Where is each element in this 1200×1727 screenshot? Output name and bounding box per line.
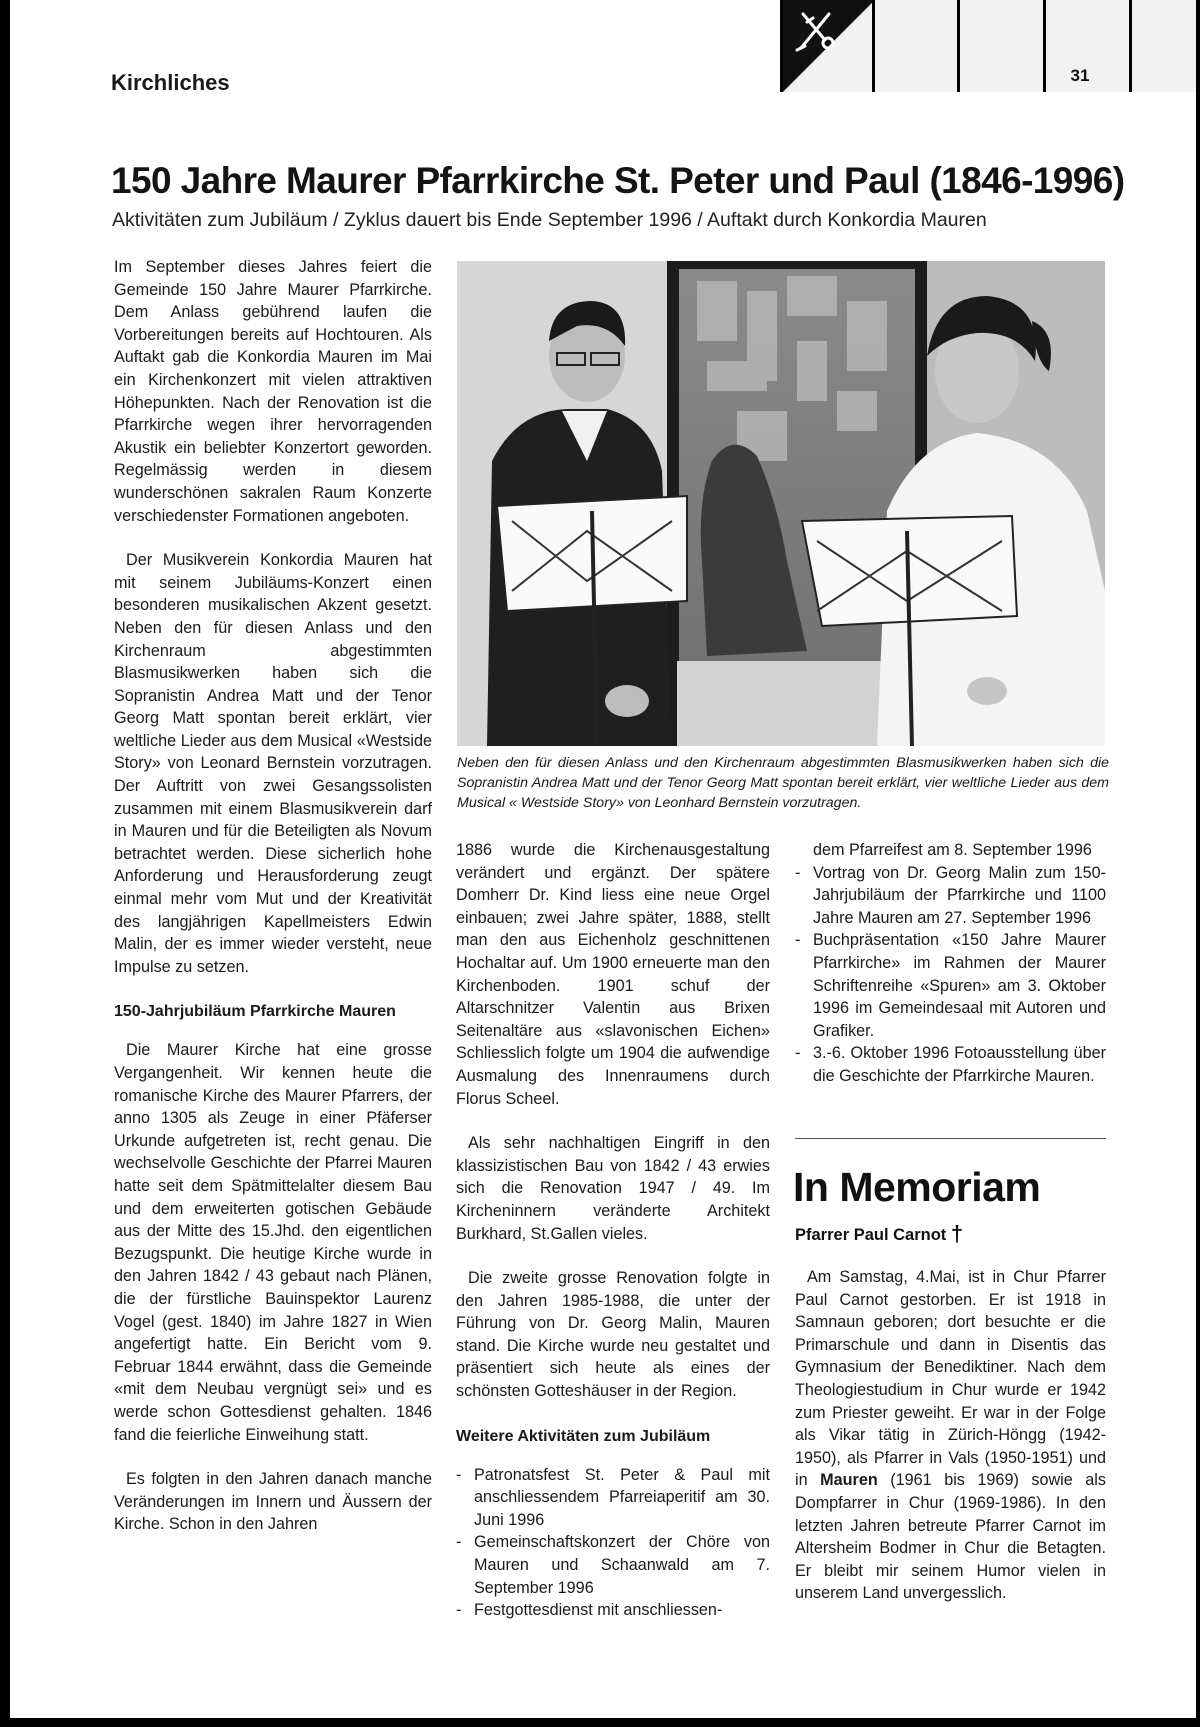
concert-photo	[457, 261, 1105, 746]
memoriam-text-bold: Mauren	[820, 1471, 878, 1490]
magazine-page	[10, 0, 1196, 1718]
article-column-3	[795, 839, 1106, 1088]
tab-5	[1132, 0, 1196, 92]
list-item-continuation: dem Pfarreifest am 8. September 1996	[813, 841, 1092, 859]
list-item: - 3.-6. Oktober 1996 Fotoausstellung über die Geschichte der Pfarrkirche Mauren.	[795, 1042, 1106, 1087]
list-item: - Patronatsfest St. Peter & Paul mit anschliessendem Pfarreiaperitif am 30. Juni 1996	[456, 1464, 770, 1532]
photo-caption: Neben den für diesen Anlass und den Kirchenraum abgestimmten Blasmusikwerken haben sich die Sopranistin Andrea Matt und der Tenor Georg Matt spontan bereit erklärt, vier weltliche Lieder aus dem Musical « Westside Story» von Leonhard Bernstein vorzutragen.	[457, 755, 1109, 811]
memoriam-text-part: (1961 bis 1969) sowie als Dompfarrer in Chur (1969-1986). In den letzten Jahren betreute Pfarrer Carnot im Altersheim Bodmer in Chur die Betagten. Er bleibt mir seinem Humor vielen in unserem Land unvergesslich.	[795, 1471, 1106, 1603]
memoriam-name: Pfarrer Paul Carnot	[795, 1226, 947, 1244]
article-title: 150 Jahre Maurer Pfarrkirche St. Peter und Paul (1846-1996)	[111, 160, 1125, 201]
paragraph: Im September dieses Jahres feiert die Gemeinde 150 Jahre Maurer Pfarrkirche. Dem Anlass gebührend laufen die Vorbereitungen bereits auf Hochtouren. Als Auftakt gab die Konkordia Mauren im Mai ein Kirchenkonzert mit vielen attraktiven Höhepunkten. Nach der Renovation ist die Pfarrkirche wegen ihrer hervorragenden Akustik ein beliebter Konzertort geworden. Regelmässig werden in diesem wunderschönen sakralen Raum Konzerte verschiedenster Formationen angeboten.	[114, 258, 432, 525]
paragraph: Es folgten in den Jahren danach manche Veränderungen im Innern und Äussern der Kirche. Schon in den Jahren	[114, 1470, 432, 1534]
section-heading: Weitere Aktivitäten zum Jubiläum	[456, 1427, 711, 1445]
page-number: 31	[1070, 66, 1090, 85]
memoriam-subtitle	[795, 1220, 963, 1246]
paragraph: Die Maurer Kirche hat eine grosse Vergangenheit. Wir kennen heute die romanische Kirche des Maurer Pfarrers, der anno 1305 als Zeuge in einer Pfäferser Urkunde aufgetreten ist, recht genau. Die wechselvolle Geschichte der Pfarrei Mauren hatte seit dem Spätmittelalter diesem Bau und dem erweiterten gotischen Gebäude aus der Mitte des 15.Jhd. den eigentlichen Bezugspunkt. Die heutige Kirche wurde in den Jahren 1842 / 43 gebaut nach Plänen, die der fürstliche Bauinspektor Laurenz Vogel (gest. 1840) im Jahre 1827 in Wien angefertigt hatte. Ein Bericht vom 9. Februar 1844 erwähnt, dass die Gemeinde «mit dem Neubau vergnügt sei» und es werde schon Gottesdienst gehalten. 1846 fand die feierliche Einweihung statt.	[114, 1041, 432, 1444]
section-label: Kirchliches	[111, 70, 230, 95]
memoriam-text	[795, 1266, 1106, 1605]
activity-list	[456, 1464, 770, 1622]
header-tab-strip	[780, 0, 1196, 92]
memoriam-title: In Memoriam	[793, 1164, 1041, 1210]
activity-list-continued	[795, 839, 1106, 1088]
list-item: - Festgottesdienst mit anschliessen-	[456, 1599, 770, 1622]
paragraph: Der Musikverein Konkordia Mauren hat mit seinem Jubiläums-Konzert einen besonderen musikalischen Akzent gesetzt. Neben den für diesen Anlass und den Kirchenraum abgestimmten Blasmusikwerken haben sich die Sopranistin Andrea Matt und der Tenor Georg Matt spontan bereit erklärt, vier weltliche Lieder aus dem Musical «Westside Story» von Leonard Bernstein vorzutragen. Der Auftritt von zwei Gesangssolisten zusammen mit einem Blasmusikverein darf in Mauren und für die Beteiligten als Novum betrachtet werden. Diese sicherlich hohe Anforderung und Herausforderung zeugt einmal mehr vom Mut und der Kreativität des langjährigen Kapellmeisters Edwin Malin, der es immer wieder versteht, neue Impulse zu setzen.	[114, 551, 432, 976]
list-item: - Vortrag von Dr. Georg Malin zum 150-Jahrjubiläum der Pfarrkirche und 1100 Jahre Mauren am 27. September 1996	[795, 862, 1106, 930]
cross-icon: †	[950, 1221, 964, 1246]
tab-3	[960, 0, 1046, 92]
list-item: - Buchpräsentation «150 Jahre Maurer Pfarrkirche» im Rahmen der Maurer Schriftenreihe «Spuren» am 3. Oktober 1996 im Gemeindesaal mit Autoren und Grafiker.	[795, 929, 1106, 1042]
paragraph: Die zweite grosse Renovation folgte in den Jahren 1985-1988, die unter der Führung von Dr. Georg Malin, Mauren stand. Die Kirche wurde neu gestaltet und präsentiert sich heute als eines der schönsten Gotteshäuser in der Region.	[456, 1269, 770, 1401]
article-subtitle: Aktivitäten zum Jubiläum / Zyklus dauert bis Ende September 1996 / Auftakt durch Konkordia Mauren	[112, 209, 987, 231]
divider	[795, 1138, 1106, 1139]
list-item: - Gemeinschaftskonzert der Chöre von Mauren und Schaanwald am 7. September 1996	[456, 1531, 770, 1599]
tab-2	[872, 0, 960, 92]
paragraph: 1886 wurde die Kirchenausgestaltung verändert und ergänzt. Der spätere Domherr Dr. Kind liess eine neue Orgel einbauen; zwei Jahre später, 1888, stellt man den aus Eichenholz geschnittenen Hochaltar auf. Um 1900 erneuerte man den Kirchenboden. 1901 schuf der Altarschnitzer Valentin aus Brixen Seitenaltäre aus «slavonischen Eichen» Schliesslich folgte um 1904 die aufwendige Ausmalung des Innenraumens durch Florus Scheel.	[456, 841, 770, 1108]
article-column-2	[456, 839, 770, 1622]
memoriam-text-part: Am Samstag, 4.Mai, ist in Chur Pfarrer Paul Carnot gestorben. Er ist 1918 in Samnaun geboren; dort besuchte er die Primarschule und dann in Disentis das Gymnasium der Benediktiner. Nach dem Theologiestudium in Chur wurde er 1942 zum Priester geweiht. Er war in der Folge als Vikar tätig in Zürich-Höngg (1942-1950), als Pfarrer in Vals (1950-1951) und in	[795, 1268, 1106, 1490]
emblem-tab	[780, 0, 872, 92]
paragraph: Als sehr nachhaltigen Eingriff in den klassizistischen Bau von 1842 / 43 erwies sich die Renovation 1947 / 49. Im Kircheninnern veränderte Architekt Burkhard, St.Gallen vieles.	[456, 1134, 770, 1243]
article-column-1	[114, 256, 432, 1558]
crossed-keys-sword-icon	[783, 0, 875, 92]
section-heading: 150-Jahrjubiläum Pfarrkirche Mauren	[114, 1003, 396, 1021]
